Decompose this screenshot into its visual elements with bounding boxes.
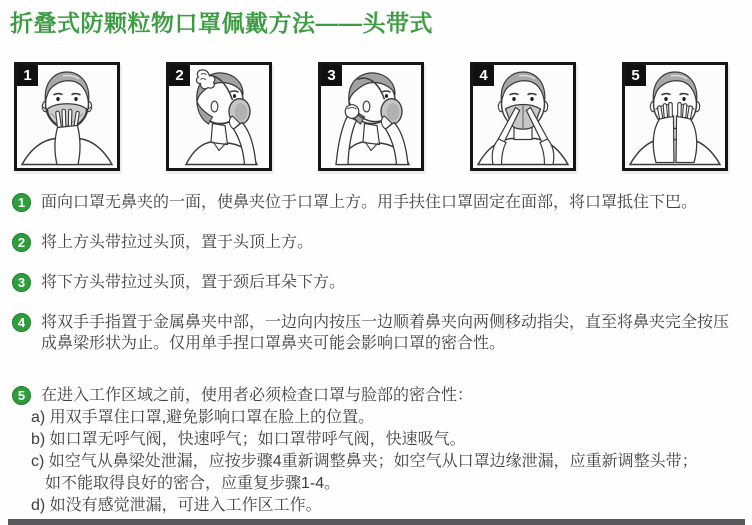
step-text (31, 385, 698, 517)
step-text: 将双手手指置于金属鼻夹中部，一边向内按压一边顺着鼻夹向两侧移动指尖，直至将鼻夹完全按压成鼻梁形状为止。仅用单手捏口罩鼻夹可能会影响口罩的密合性。 (41, 314, 730, 352)
step-number-badge: 4 (12, 313, 31, 332)
step-number-badge: 2 (12, 233, 31, 252)
instruction-steps-list (12, 192, 746, 517)
step-text: 面向口罩无鼻夹的一面，使鼻夹位于口罩上方。用手扶住口罩固定在面部，将口罩抵住下巴。 (41, 194, 698, 211)
step-item-5 (12, 385, 746, 517)
instruction-panel-row (14, 62, 728, 172)
step-5-sub-c: c) 如空气从鼻梁处泄漏，应按步骤4重新调整鼻夹；如空气从口罩边缘泄漏，应重新调整头带； (31, 453, 698, 470)
step-number-badge: 5 (12, 386, 31, 405)
panel-step-5 (622, 62, 728, 171)
panel-number-badge: 5 (625, 65, 646, 86)
step-item-2 (12, 232, 746, 253)
step-item-1 (12, 192, 746, 213)
panel-number-badge: 4 (473, 65, 494, 86)
bottom-divider-bar (8, 519, 745, 525)
step-number-badge: 1 (12, 193, 31, 212)
panel-number-badge: 1 (17, 65, 38, 86)
panel-step-1 (14, 62, 120, 171)
step-5-sub-b: b) 如口罩无呼气阀，快速呼气；如口罩带呼气阀，快速吸气。 (31, 431, 466, 448)
panel-step-4 (470, 62, 576, 171)
panel-step-3 (318, 62, 424, 171)
panel-number-badge: 3 (321, 65, 342, 86)
page-title: 折叠式防颗粒物口罩佩戴方法——头带式 (10, 10, 433, 36)
step-5-sub-c-continued: 如不能取得良好的密合，应重复步骤1-4。 (45, 475, 341, 492)
step-5-sub-lines (31, 407, 698, 517)
step-5-sub-a: a) 用双手罩住口罩,避免影响口罩在脸上的位置。 (31, 409, 375, 426)
step-item-3 (12, 272, 746, 293)
step-text: 将下方头带拉过头顶，置于颈后耳朵下方。 (41, 274, 346, 291)
step-item-4 (12, 312, 746, 354)
step-number-badge: 3 (12, 273, 31, 292)
step-5-header: 在进入工作区域之前，使用者必须检查口罩与脸部的密合性： (41, 387, 474, 404)
panel-number-badge: 2 (169, 65, 190, 86)
step-5-sub-d: d) 如没有感觉泄漏，可进入工作区工作。 (31, 497, 322, 514)
step-text: 将上方头带拉过头顶，置于头顶上方。 (41, 234, 314, 251)
panel-step-2 (166, 62, 272, 171)
